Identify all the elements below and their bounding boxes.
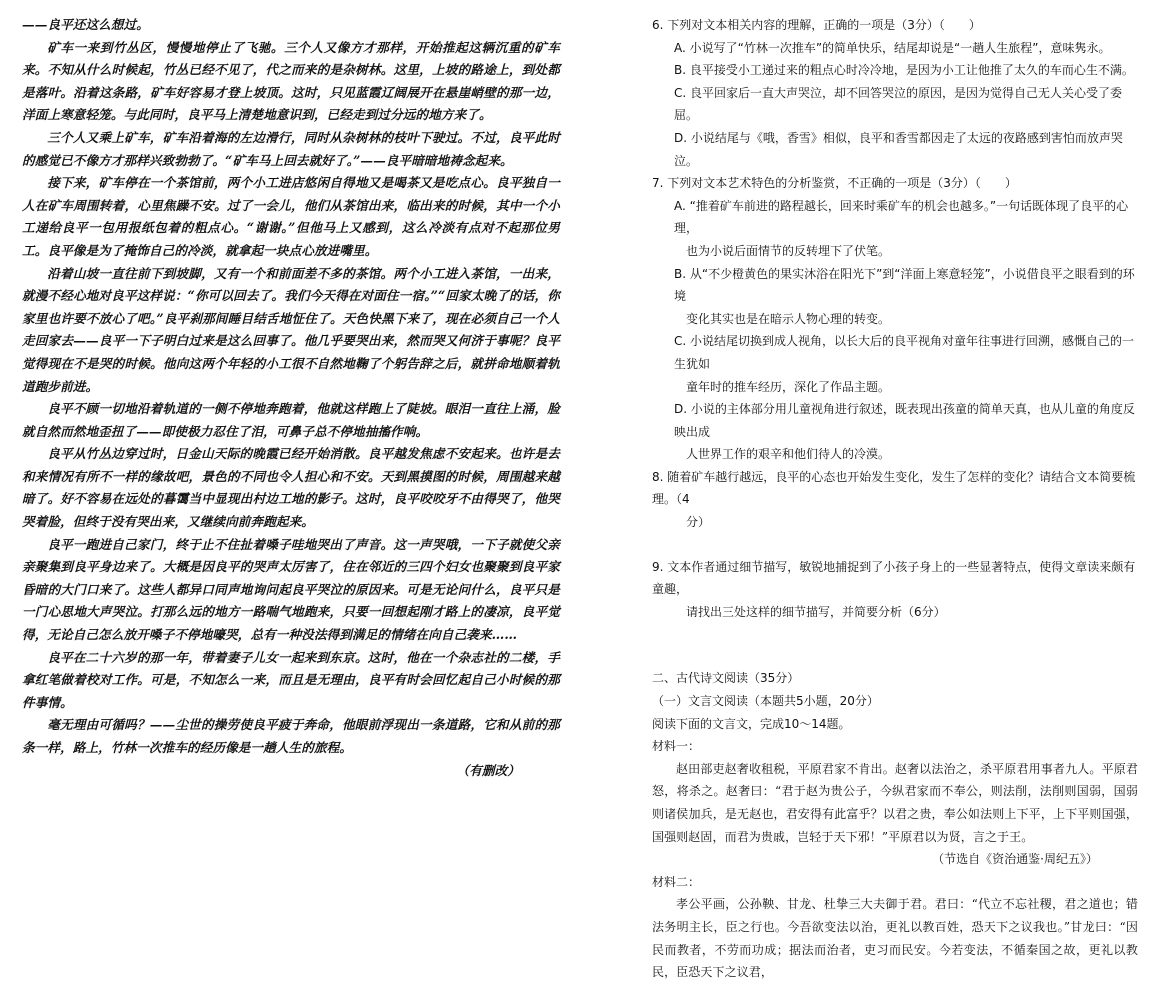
answer-space — [652, 534, 1138, 556]
question-6-option-b: B. 良平接受小工递过来的粗点心时冷冷地，是因为小工让他推了太久的车而心生不满。 — [674, 63, 1134, 78]
passage-source-note: （有删改） — [456, 762, 520, 778]
question-6-option-d: D. 小说结尾与《哦，香雪》相似，良平和香雪都因走了太远的夜路感到害怕而放声哭泣。 — [674, 130, 1123, 168]
questions-column — [652, 14, 1138, 984]
question-7-option-a: A. “推着矿车前进的路程越长，回来时乘矿车的机会也越多。”一句话既体现了良平的心理， — [674, 198, 1129, 236]
section-heading: 二、古代诗文阅读（35分） — [652, 671, 800, 686]
material-2-text: 孝公平画，公孙鞅、甘龙、杜挚三大夫御于君。君曰：“代立不忘社稷，君之道也；错法务明主长，臣之行也。今吾欲变法以治，更礼以教百姓，恐天下之议我也。”甘龙曰：“因民而教者，不劳而功成；据法而治者，吏习而民安。今若变法，不循秦国之故，更礼以教民，臣恐天下之议君， — [652, 897, 1138, 980]
reading-passage-column — [22, 14, 560, 782]
question-9-stem-cont: 请找出三处这样的细节描写，并简要分析（6分） — [686, 604, 946, 619]
reading-instruction: 阅读下面的文言文，完成10～14题。 — [652, 716, 851, 731]
passage-paragraph: 良平一跑进自己家门，终于止不住扯着嗓子哇地哭出了声音。这一声哭哦，一下子就使父亲亲聚集到良平身边来了。大概是因良平的哭声太厉害了，住在邻近的三四个妇女也聚聚到良平家昏暗的大门口来了。这些人都异口同声地询问起良平哭泣的原因来。可是无论问什么，良平只是一门心思地大声哭泣。打那么远的地方一路喘气地跑来，只要一回想起刚才路上的凄凉，良平觉得，无论自己怎么放开嗓子不停地嚎哭，总有一种没法得到满足的情绪在向自己袭来…… — [22, 536, 560, 643]
passage-paragraph: 良平不顾一切地沿着轨道的一侧不停地奔跑着，他就这样跑上了陡坡。眼泪一直往上涌，脸就自然而然地歪扭了——即使极力忍住了泪，可鼻子总不停地抽搐作响。 — [22, 401, 560, 439]
question-7-option-d: D. 小说的主体部分用儿童视角进行叙述，既表现出孩童的简单天真，也从儿童的角度反映出成 — [674, 402, 1135, 439]
passage-paragraph: 沿着山坡一直往前下到坡脚，又有一个和前面差不多的茶馆。两个小工进入茶馆，一出来，就漫不经心地对良平这样说：“你可以回去了。我们今天得在对面住一宿。”“回家太晚了的话，你家里也许要不放心了吧。”良平刹那间睡目结舌地怔住了。天色快黑下来了，现在必须自己一个人走回家去——良平一下子明白过来是这么回事了。他几乎要哭出来，然而哭又何济于事呢？良平觉得现在不是哭的时候。他向这两个年轻的小工很不自然地鞠了个躬告辞之后，就拼命地顺着轨道跑步前进。 — [22, 265, 560, 394]
question-6-option-c: C. 良平回家后一直大声哭泣，却不回答哭泣的原因，是因为觉得自己无人关心受了委屈。 — [674, 85, 1123, 123]
question-7-option-a-cont: 也为小说后面情节的反转埋下了伏笔。 — [686, 243, 891, 258]
answer-space — [652, 623, 1138, 667]
material-1-label: 材料一： — [652, 739, 701, 754]
question-9-stem: 9. 文本作者通过细节描写，敏锐地捕捉到了小孩子身上的一些显著特点，使得文章读来颇有童趣， — [652, 559, 1136, 597]
passage-paragraph: 矿车一来到竹丛区，慢慢地停止了飞驰。三个人又像方才那样，开始推起这辆沉重的矿车来。不知从什么时候起，竹丛已经不见了，代之而来的是杂树林。这里，上坡的路途上，到处都是落叶。沿着这条路，矿车好容易才登上坡顶。这时，只见蓝霞辽阔展开在悬崖峭壁的那一边，洋面上寒意轻笼。与此同时，良平马上清楚地意识到，已经走到过分远的地方来了。 — [22, 39, 560, 123]
passage-paragraph: 毫无理由可循吗？——尘世的操劳使良平疲于奔命，他眼前浮现出一条道路，它和从前的那条一样，路上，竹林一次推车的经历像是一趟人生的旅程。 — [22, 717, 560, 755]
question-7-option-c-cont: 童年时的推车经历，深化了作品主题。 — [686, 379, 891, 394]
passage-paragraph: 良平在二十六岁的那一年，带着妻子儿女一起来到东京。这时，他在一个杂志社的二楼，手拿红笔做着校对工作。可是，不知怎么一来，而且是无理由，良平有时会回忆起自己小时候的那件事情。 — [22, 649, 560, 710]
material-1-source: （节选自《资治通鉴·周纪五》） — [932, 852, 1098, 867]
question-6-option-a: A. 小说写了“竹林一次推车”的简单快乐，结尾却说是“一趟人生旅程”，意味隽永。 — [674, 40, 1111, 55]
material-1-text: 赵田部吏赵奢收租税，平原君家不肯出。赵奢以法治之，杀平原君用事者九人。平原君怒，将杀之。赵奢曰：“君于赵为贵公子，今纵君家而不奉公，则法削，法削则国弱，国弱则诸侯加兵，是无赵也，君安得有此富乎？以君之贵，奉公如法则上下平，上下平则国强，国强则赵固，而君为贵戚，岂轻于天下邪！”平原君以为贤，言之于王。 — [652, 761, 1138, 844]
question-7-stem: 7. 下列对文本艺术特色的分析鉴赏，不正确的一项是（3分）（ ） — [652, 176, 1017, 191]
question-8-stem: 8. 随着矿车越行越远，良平的心态也开始发生变化，发生了怎样的变化？请结合文本简要梳理。（4 — [652, 469, 1136, 507]
question-7-option-d-cont: 人世界工作的艰辛和他们待人的冷漠。 — [686, 447, 891, 462]
material-2-label: 材料二： — [652, 874, 701, 889]
question-8-stem-cont: 分） — [686, 515, 711, 530]
question-6-stem: 6. 下列对文本相关内容的理解，正确的一项是（3分）（ ） — [652, 18, 981, 32]
passage-paragraph: ——良平还这么想过。 — [22, 17, 149, 32]
question-7-option-b-cont: 变化其实也是在暗示人物心理的转变。 — [686, 311, 891, 326]
subsection-heading: （一）文言文阅读（本题共5小题，20分） — [652, 694, 879, 709]
passage-paragraph: 良平从竹丛边穿过时，日金山天际的晚霞已经开始消散。良平越发焦虑不安起来。也许是去和来情况有所不一样的缘故吧，景色的不同也令人担心和不安。天到黑摸图的时候，周围越来越暗了。好不容易在远处的暮霭当中显现出村边工地的影子。这时，良平咬咬牙不由得哭了，他哭哭着脸，但终于没有哭出来，又继续向前奔跑起来。 — [22, 446, 560, 530]
passage-paragraph: 接下来，矿车停在一个茶馆前，两个小工进店悠闲自得地又是喝茶又是吃点心。良平独自一人在矿车周围转着，心里焦躁不安。过了一会儿，他们从茶馆出来，临出来的时候，其中一个小工递给良平一包用报纸包着的粗点心。“谢谢。”但他马上又感到，这么冷淡有点对不起那位男工。良平像是为了掩饰自己的冷淡，就拿起一块点心放进嘴里。 — [22, 175, 560, 258]
passage-paragraph: 三个人又乘上矿车，矿车沿着海的左边滑行，同时从杂树林的枝叶下驶过。不过，良平此时的感觉已不像方才那样兴致勃勃了。“矿车马上回去就好了。”——良平暗暗地祷念起来。 — [22, 129, 560, 168]
question-7-option-b: B. 从“不少橙黄色的果实沐浴在阳光下”到“洋面上寒意轻笼”，小说借良平之眼看到的环境 — [674, 266, 1135, 304]
question-7-option-c: C. 小说结尾切换到成人视角，以长大后的良平视角对童年往事进行回溯，感慨自己的一生犹如 — [674, 334, 1135, 371]
